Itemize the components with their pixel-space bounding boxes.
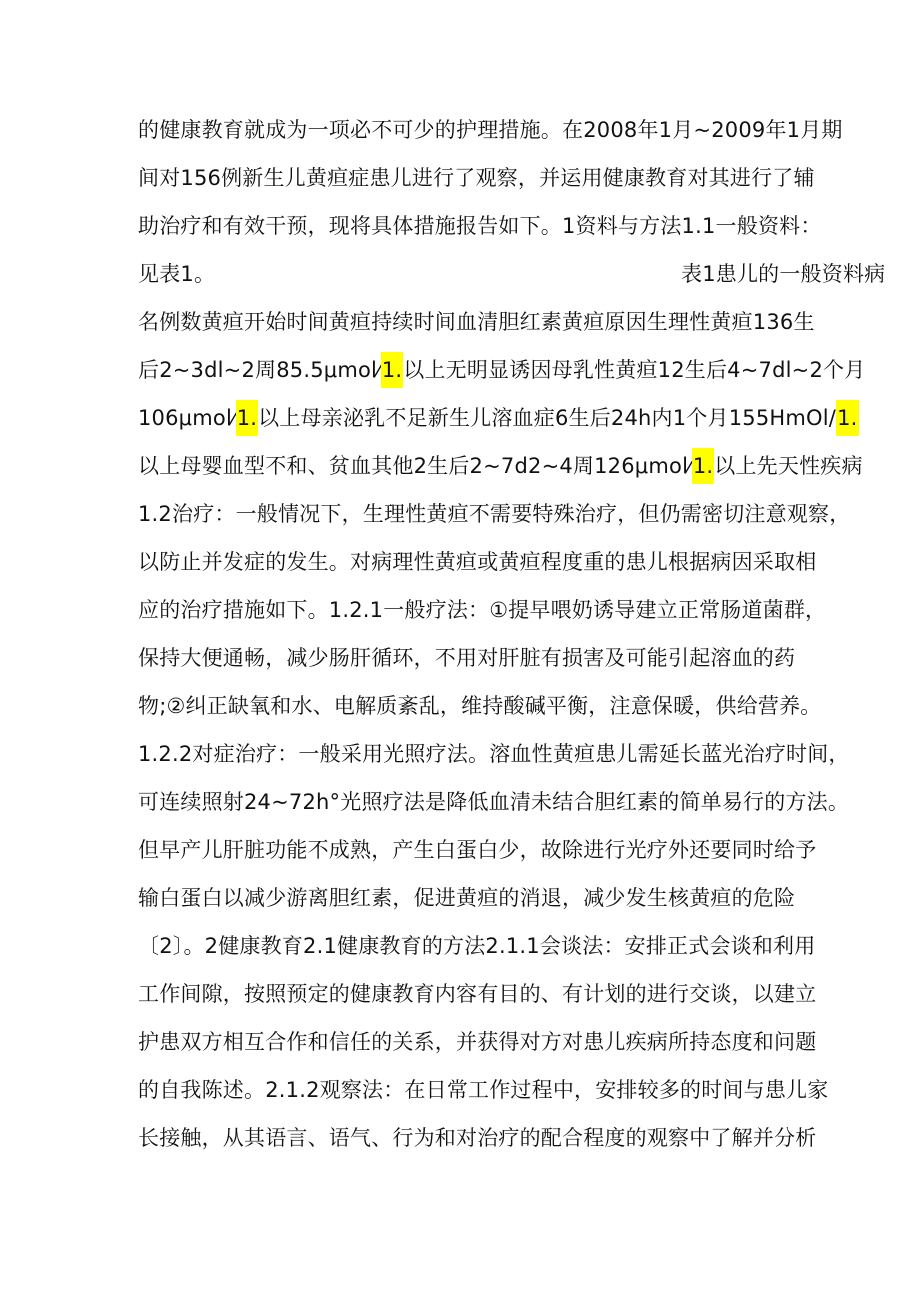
highlighted-text: 1. — [692, 448, 714, 484]
paragraph-line: 保持大便通畅，减少肠肝循环，不用对肝脏有损害及可能引起溶血的药 — [138, 646, 796, 670]
paragraph-line: 长接触，从其语言、语气、行为和对治疗的配合程度的观察中了解并分析 — [138, 1126, 817, 1150]
highlighted-text: 1. — [236, 400, 258, 436]
paragraph-line: 护患双方相互合作和信任的关系，并获得对方对患儿疾病所持态度和问题 — [138, 1030, 817, 1054]
table-text: 以上先天性疾病 — [714, 454, 863, 478]
paragraph-line: 以防止并发症的发生。对病理性黄疸或黄疸程度重的患儿根据病因采取相 — [138, 550, 817, 574]
paragraph-line: 可连续照射24~72h°光照疗法是降低血清未结合胆红素的简单易行的方法。 — [138, 790, 850, 814]
paragraph-line: 但早产儿肝脏功能不成熟，产生白蛋白少，故除进行光疗外还要同时给予 — [138, 838, 817, 862]
highlighted-text: 1. — [836, 400, 858, 436]
table-text: 以上母婴血型不和、贫血其他2生后2~7d2~4周126μmol⁄ — [138, 454, 692, 478]
paragraph-line: 1.2.2对症治疗：一般采用光照疗法。溶血性黄疸患儿需延长蓝光治疗时间， — [138, 742, 850, 766]
table-reference: 见表1。 — [138, 262, 216, 286]
table-text: 以上母亲泌乳不足新生儿溶血症6生后24h内1个月155HmOl/ — [258, 406, 837, 430]
table-header-line: 名例数黄疸开始时间黄疸持续时间血清胆红素黄疸原因生理性黄疸136生 — [138, 310, 815, 334]
table-text: 106μmol⁄ — [138, 406, 236, 430]
table-row-line — [138, 346, 866, 394]
highlighted-text: 1. — [381, 352, 403, 388]
table-text: 以上无明显诱因母乳性黄疸12生后4~7dl~2个月 — [403, 358, 866, 382]
paragraph-line: 工作间隙，按照预定的健康教育内容有目的、有计划的进行交谈，以建立 — [138, 982, 817, 1006]
paragraph-line: 〔2〕。2健康教育2.1健康教育的方法2.1.1会谈法：安排正式会谈和利用 — [138, 934, 816, 958]
paragraph-line: 物;②纠正缺氧和水、电解质紊乱，维持酸碱平衡，注意保暖，供给营养。 — [138, 694, 822, 718]
paragraph-line: 应的治疗措施如下。1.2.1一般疗法：①提早喂奶诱导建立正常肠道菌群， — [138, 598, 827, 622]
paragraph-line: 的健康教育就成为一项必不可少的护理措施。在2008年1月~2009年1月期 — [138, 118, 843, 142]
paragraph-line: 1.2治疗：一般情况下，生理性黄疸不需要特殊治疗，但仍需密切注意观察， — [138, 502, 851, 526]
paragraph-line-with-caption — [138, 250, 886, 298]
table-row-line — [138, 394, 858, 442]
table-text: 后2~3dl~2周85.5μmol⁄ — [138, 358, 381, 382]
paragraph-line: 助治疗和有效干预，现将具体措施报告如下。1资料与方法1.1一般资料： — [138, 214, 822, 238]
paragraph-line: 间对156例新生儿黄疸症患儿进行了观察，并运用健康教育对其进行了辅 — [138, 166, 815, 190]
table-row-line — [138, 442, 863, 490]
paragraph-line: 输白蛋白以减少游离胆红素，促进黄疸的消退，减少发生核黄疸的危险 — [138, 886, 796, 910]
table-caption: 表1患儿的一般资料病 — [681, 262, 886, 286]
paragraph-line: 的自我陈述。2.1.2观察法：在日常工作过程中，安排较多的时间与患儿家 — [138, 1078, 829, 1102]
